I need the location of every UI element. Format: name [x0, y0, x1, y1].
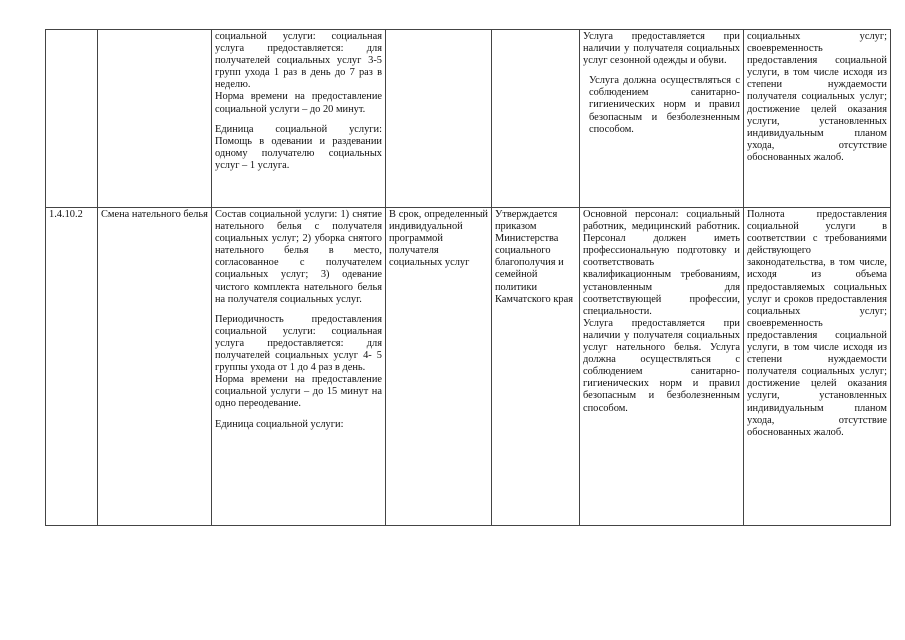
- content-paragraph: Норма времени на предоставление социальной услуги – до 15 минут на одно переодевание.: [215, 374, 382, 410]
- conditions-paragraph: Услуга должна осуществляться с соблюдением санитарно-гигиенических норм и правил безопасным и безболезненным способом.: [589, 75, 740, 135]
- conditions-cell: [580, 30, 744, 208]
- services-table: [45, 29, 891, 526]
- conditions-paragraph: Услуга предоставляется при наличии у получателя социальных услуг нательного белья. Услуга должна осуществляться с соблюдением санитарно-гигиенических норм и правил безопасным и безболезненным способом.: [583, 317, 740, 414]
- service-term-cell: [386, 30, 492, 208]
- table-row: [46, 30, 891, 208]
- content-paragraph: социальной услуги: социальная услуга предоставляется: для получателей социальных услуг 3-5 групп ухода 1 раз в день до 7 раз в неделю.: [215, 31, 382, 91]
- content-paragraph: Норма времени на предоставление социальной услуги – до 20 минут.: [215, 91, 382, 115]
- row-number-cell: 1.4.10.2: [46, 208, 98, 526]
- indicators-cell: социальных услуг; своевременность предоставления социальной услуги, в том числе исходя из степени нуждаемости получателя социальных услуг; достижение целей оказания услуги, установленных индивидуальным планом ухода, отсутствие обоснованных жалоб.: [744, 30, 891, 208]
- conditions-paragraph: Услуга предоставляется при наличии у получателя социальных услуг сезонной одежды и обуви.: [583, 31, 740, 67]
- conditions-cell: [580, 208, 744, 526]
- approval-cell: [492, 30, 580, 208]
- content-paragraph: Периодичность предоставления социальной услуги: социальная услуга предоставляется: для получателей социальных услуг 4- 5 группы ухода от 1 до 4 раз в день.: [215, 313, 382, 374]
- conditions-paragraph: Основной персонал: социальный работник, медицинский работник. Персонал должен иметь профессиональную подготовку и соответствовать квалификационным требованиям, установленным для соответствующей профессии, специальности.: [583, 209, 740, 317]
- content-paragraph: Состав социальной услуги: 1) снятие нательного белья с получателя социальных услуг; 2) уборка снятого нательного белья в место, согласованное с получателем социальных услуг; 3) одевание чистого комплекта нательного белья на получателя социальных услуг.: [215, 209, 382, 305]
- service-content-cell: [212, 30, 386, 208]
- table-row: [46, 208, 891, 526]
- content-paragraph: Единица социальной услуги:: [215, 418, 344, 430]
- service-name-cell: Смена нательного белья: [98, 208, 212, 526]
- service-content-cell: [212, 208, 386, 526]
- service-term-cell: В срок, определенный индивидуальной программой получателя социальных услуг: [386, 208, 492, 526]
- approval-cell: Утверждается приказом Министерства социального благополучия и семейной политики Камчатского края: [492, 208, 580, 526]
- row-number-cell: [46, 30, 98, 208]
- service-name-cell: [98, 30, 212, 208]
- indicators-cell: Полнота предоставления социальной услуги в соответствии с требованиями действующего законодательства, в том числе, исходя из объема предоставляемых социальных услуг и сроков предоставления социальных услуг; своевременность предоставления социальной услуги, в том числе исходя из степени нуждаемости получателя социальных услуг; достижение целей оказания услуги, установленных индивидуальным планом ухода, отсутствие обоснованных жалоб.: [744, 208, 891, 526]
- content-paragraph: Единица социальной услуги: Помощь в одевании и раздевании одному получателю социальных услуг – 1 услуга.: [215, 123, 382, 171]
